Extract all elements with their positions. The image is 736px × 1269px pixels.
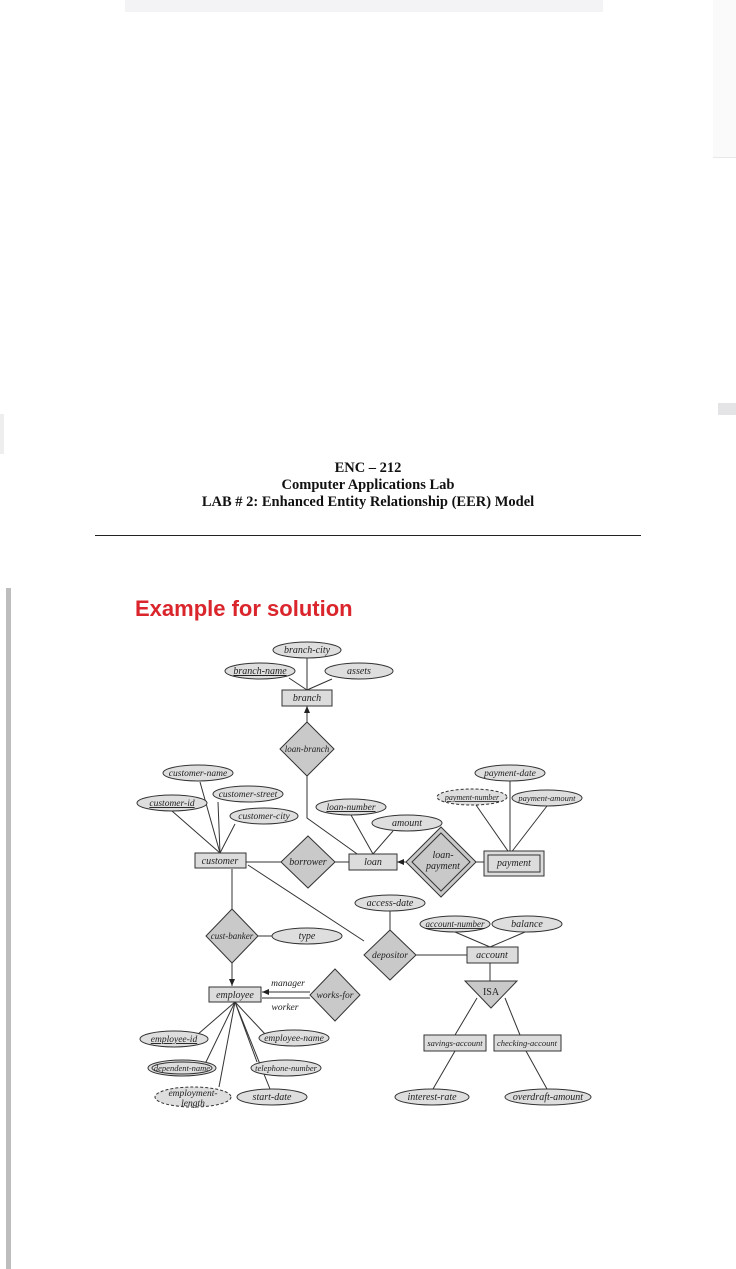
attribute-label: payment-date: [484, 769, 536, 779]
entity-label: savings-account: [427, 1038, 483, 1048]
relationship-borrower: [281, 836, 335, 888]
attribute-employee-id: [140, 1031, 208, 1047]
entity-label: customer: [201, 856, 239, 867]
relationship-label: works-for: [316, 991, 354, 1001]
entity-savings-account: [424, 1035, 486, 1051]
attribute-customer-street: [213, 786, 283, 802]
attribute-label: employment-: [168, 1089, 218, 1099]
attribute-amount: [372, 815, 442, 831]
attribute-label: account-number: [425, 919, 485, 929]
entity-label: branch: [292, 693, 322, 704]
relationship-label: loan-: [432, 850, 454, 861]
entity-label: checking-account: [497, 1038, 557, 1048]
attribute-access-date: [355, 895, 425, 911]
attribute-employee-name: [259, 1030, 329, 1046]
entity-label: account: [476, 950, 508, 961]
entity-checking-account: [494, 1035, 561, 1051]
attribute-label: payment-number: [444, 793, 500, 802]
relationship-label: payment: [426, 861, 460, 872]
lab-title: LAB # 2: Enhanced Entity Relationship (EER) Model: [201, 494, 535, 510]
entity-branch: [282, 690, 332, 706]
attribute-label: payment-amount: [518, 793, 576, 803]
attribute-label: overdraft-amount: [512, 1092, 584, 1103]
attribute-payment-date: [475, 765, 545, 781]
relationship-works-for: [310, 969, 360, 1021]
relationship-depositor: [364, 930, 416, 980]
entity-loan: [349, 854, 397, 870]
relationship-label: depositor: [372, 951, 408, 961]
attribute-start-date: [237, 1089, 307, 1105]
attribute-label: loan-number: [326, 803, 376, 813]
course-code: ENC – 212: [334, 460, 402, 476]
relationship-label: borrower: [289, 857, 327, 868]
attribute-customer-name: [163, 765, 233, 781]
attribute-dependent-name: [148, 1060, 216, 1076]
attribute-customer-city: [230, 808, 298, 824]
attribute-branch-name: [225, 663, 295, 679]
attribute-label: type: [298, 931, 316, 942]
attribute-type: [272, 928, 342, 944]
attribute-interest-rate: [395, 1089, 469, 1105]
entity-account: [467, 947, 518, 963]
example-heading: Example for solution: [135, 596, 353, 621]
attribute-label: branch-city: [283, 645, 331, 656]
role-label-worker: worker: [271, 1003, 299, 1013]
relationship-label: cust-banker: [210, 931, 254, 941]
attribute-balance: [492, 916, 562, 932]
entity-label: loan: [364, 857, 382, 868]
relationship-loan-branch: [280, 722, 334, 776]
attribute-customer-id: [137, 795, 207, 811]
attribute-label: customer-city: [238, 812, 290, 822]
attribute-loan-number: [316, 799, 386, 815]
attribute-label: interest-rate: [407, 1092, 457, 1103]
role-label-manager: manager: [271, 979, 305, 989]
entity-label: employee: [216, 990, 254, 1001]
attribute-label: employee-name: [264, 1034, 324, 1044]
entity-label: payment: [497, 858, 531, 869]
attribute-account-number: [420, 916, 490, 932]
attribute-payment-number: [437, 789, 507, 805]
attribute-label: length: [181, 1099, 205, 1109]
entity-customer: [195, 853, 246, 868]
attribute-label: customer-street: [218, 790, 278, 800]
attribute-payment-amount: [512, 790, 582, 806]
attribute-label: assets: [347, 666, 371, 677]
course-name: Computer Applications Lab: [281, 477, 455, 493]
attribute-label: customer-name: [168, 769, 228, 779]
attribute-label: balance: [511, 919, 543, 930]
attribute-employment-length: [155, 1087, 231, 1109]
attribute-telephone-number: [251, 1060, 321, 1076]
isa-triangle: [465, 981, 517, 1008]
attribute-branch-city: [273, 642, 341, 658]
entity-payment: [484, 851, 544, 876]
attribute-assets: [325, 663, 393, 679]
relationship-cust-banker: [206, 909, 258, 963]
attribute-label: access-date: [366, 898, 414, 909]
attribute-label: telephone-number: [255, 1063, 317, 1073]
relationship-loan-payment: [406, 827, 476, 897]
attribute-label: branch-name: [233, 666, 287, 677]
attribute-overdraft-amount: [505, 1089, 591, 1105]
attribute-label: customer-id: [149, 799, 195, 809]
attribute-label: amount: [392, 818, 422, 829]
attribute-label: employee-id: [150, 1035, 198, 1045]
attribute-label: start-date: [252, 1092, 292, 1103]
attribute-label: dependent-name: [153, 1063, 211, 1073]
relationship-label: loan-branch: [284, 744, 330, 754]
entity-employee: [209, 987, 261, 1002]
isa-label: ISA: [482, 987, 500, 998]
